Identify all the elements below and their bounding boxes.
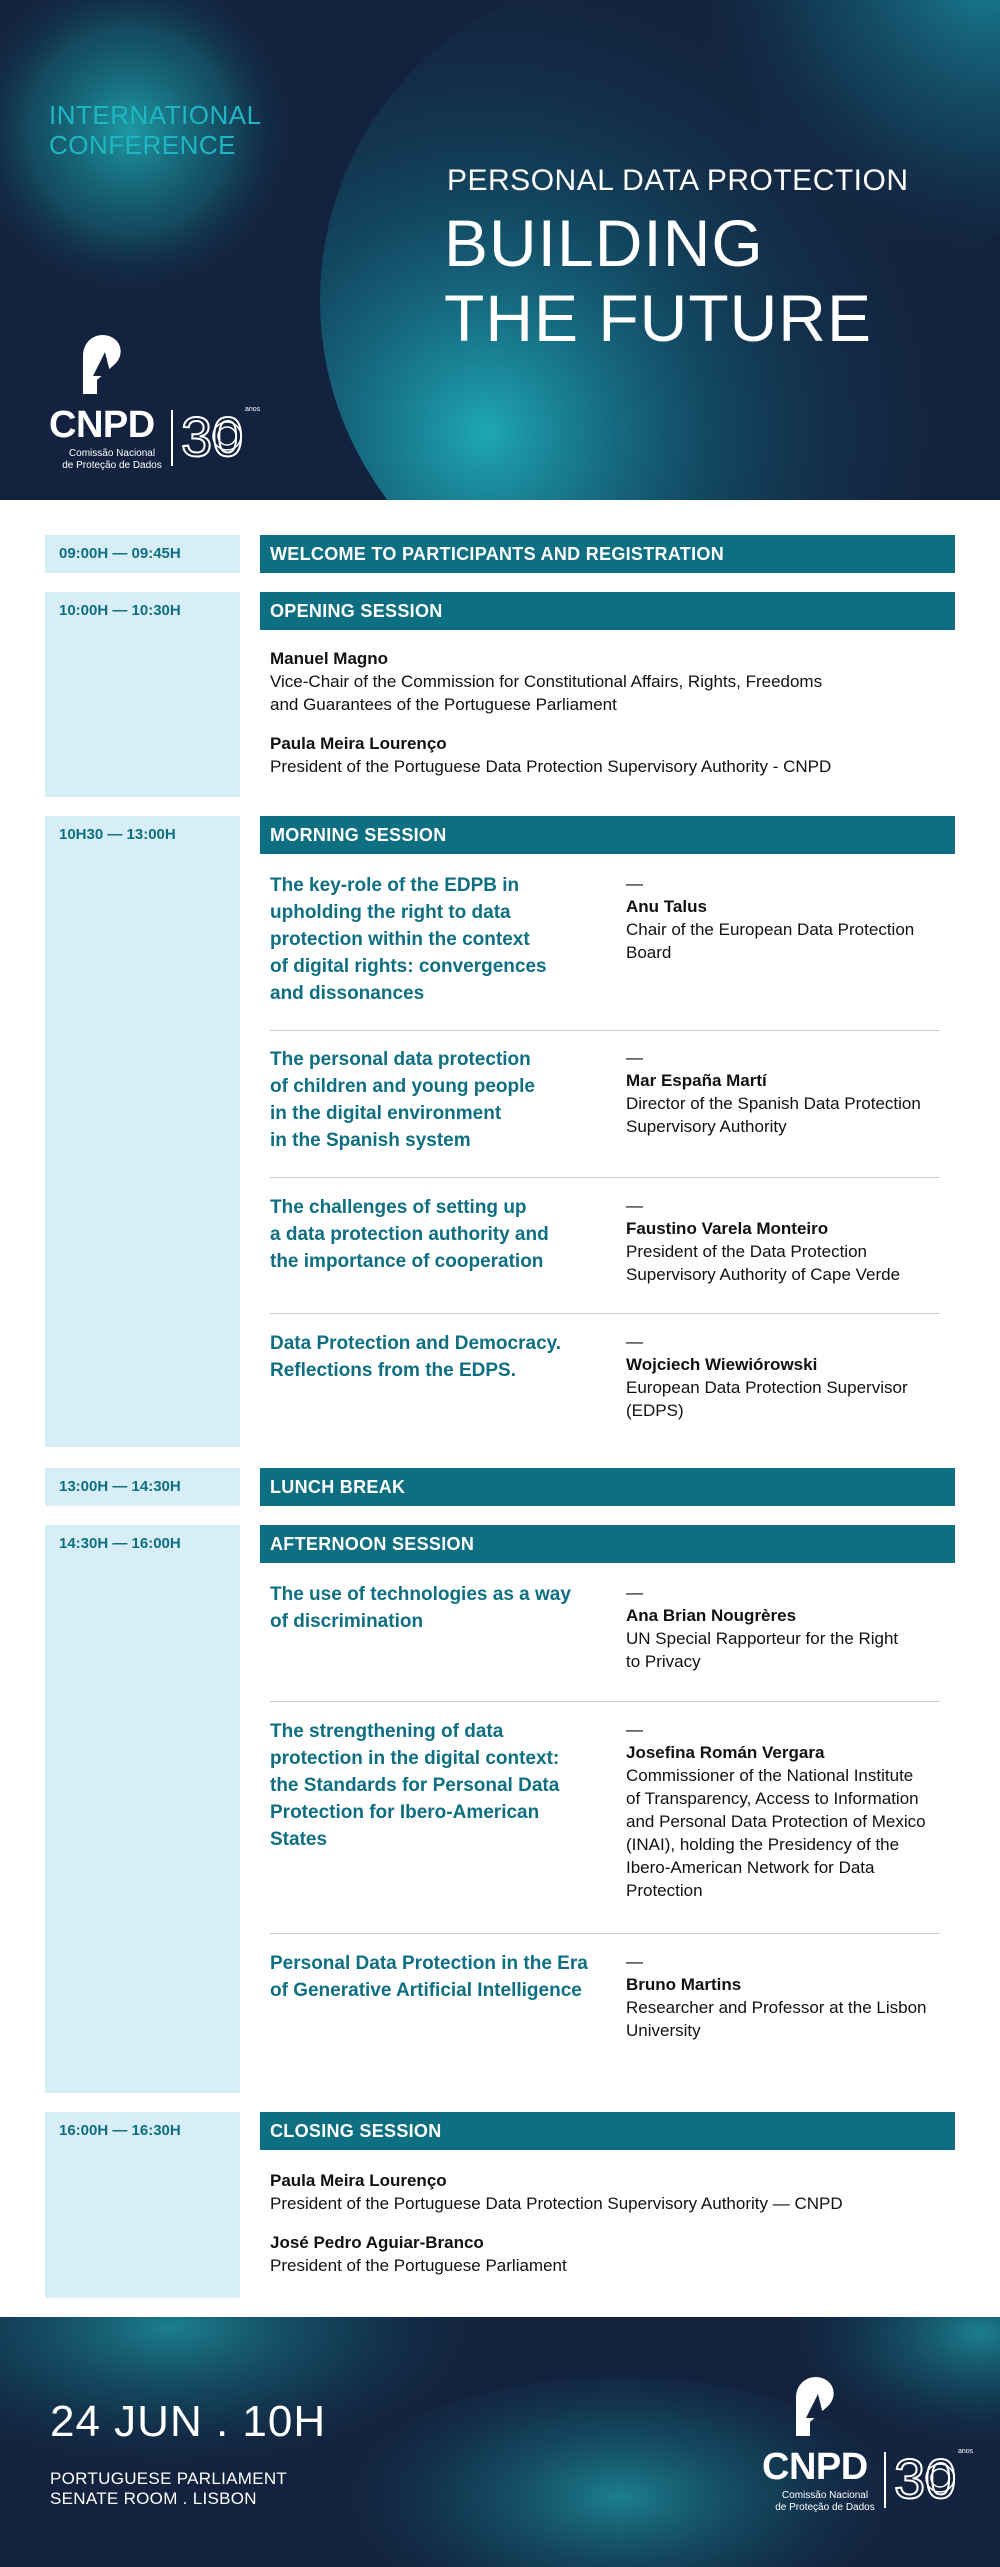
talk-title [270,1581,571,1635]
session-title: CLOSING SESSION [270,2121,442,2141]
session-title: LUNCH BREAK [270,1477,406,1497]
talk-title [270,1046,535,1154]
speaker-name: Ana Brian Nougrères [626,1606,797,1625]
talk-title-line: and dissonances [270,983,425,1004]
talk-speaker [626,1194,900,1286]
speaker-dash: — [626,1720,643,1739]
talk-title [270,1194,549,1275]
talk-divider [270,1933,940,1934]
speaker-name: Anu Talus [626,897,707,916]
speaker-role-line: and Guarantees of the Portuguese Parliament [270,695,617,714]
session-title: AFTERNOON SESSION [270,1534,475,1554]
talk-title-line: Personal Data Protection in the Era [270,1953,588,1974]
talk-title-line: of discrimination [270,1611,424,1632]
speaker-role-line: Supervisory Authority [626,1117,787,1136]
hero-banner [0,0,1000,500]
session-title: WELCOME TO PARTICIPANTS AND REGISTRATION [270,544,724,564]
time-label: 13:00H — 14:30H [59,1478,181,1495]
session-header [260,2112,955,2150]
speaker-role-line: Ibero-American Network for Data [626,1858,875,1877]
anniversary-number: 30 [894,2447,957,2508]
time-label: 09:00H — 09:45H [59,545,181,562]
talk-title-line: States [270,1829,328,1850]
session-header [260,1525,955,1563]
talk-title-line: protection in the digital context: [270,1748,560,1769]
speaker-role-line: Director of the Spanish Data Protection [626,1094,921,1113]
talk-title [270,1718,559,1853]
anniversary-badge [894,2444,958,2508]
session-header [260,816,955,854]
logo-org-line: de Proteção de Dados [62,460,162,471]
speaker-role-line: of Transparency, Access to Information [626,1789,919,1808]
talk-divider [270,1177,940,1178]
anniversary-suffix: anos [958,2448,974,2455]
talk-title-line: The challenges of setting up [270,1197,527,1218]
speaker-role-line: President of the Portuguese Parliament [270,2256,567,2275]
speaker-dash: — [626,1048,643,1067]
venue-line: PORTUGUESE PARLIAMENT [50,2469,288,2488]
speaker-role-line: to Privacy [626,1652,701,1671]
hero-title-line: BUILDING [444,206,764,280]
time-cell [45,816,240,1447]
speaker-name: Paula Meira Lourenço [270,2171,447,2190]
talk-title-line: Data Protection and Democracy. [270,1333,562,1354]
speaker-role-line: Vice-Chair of the Commission for Constitutional Affairs, Rights, Freedoms [270,672,823,691]
kicker-line: INTERNATIONAL [49,100,262,130]
speaker-dash: — [626,1583,643,1602]
talk-title [270,872,547,1007]
session-title: MORNING SESSION [270,825,447,845]
logo-org-name [57,448,167,472]
talk-title-line: in the digital environment [270,1103,502,1124]
speaker-dash: — [626,1332,643,1351]
talk-title-line: in the Spanish system [270,1130,471,1151]
speaker-name: Manuel Magno [270,649,389,668]
cnpd-mark-icon [784,2372,844,2438]
talk-title-line: Protection for Ibero-American [270,1802,540,1823]
time-cell [45,1468,240,1506]
logo-org-line: de Proteção de Dados [775,2502,875,2513]
logo-org-line: Comissão Nacional [68,448,156,459]
anniversary-badge [181,402,245,466]
speaker-dash: — [626,1952,643,1971]
logo-org-name [770,2490,880,2514]
event-venue [50,2469,287,2509]
footer-banner [0,2317,1000,2567]
speaker-name: Josefina Román Vergara [626,1743,825,1762]
session-header [260,592,955,630]
talk-title-line: The strengthening of data [270,1721,504,1742]
speaker-role-line: University [626,2021,701,2040]
speaker-name: José Pedro Aguiar-Branco [270,2233,484,2252]
talk-speaker [626,1046,921,1138]
anniversary-number: 30 [181,405,244,466]
speaker-role-line: President of the Portuguese Data Protection Supervisory Authority — CNPD [270,2194,843,2213]
talk-title-line: of digital rights: convergences [270,956,547,977]
talk-speaker [626,1581,898,1673]
talk-title-line: the Standards for Personal Data [270,1775,560,1796]
time-label: 10:00H — 10:30H [59,602,181,619]
speaker-role-line: (EDPS) [626,1401,684,1420]
talk-divider [270,1701,940,1702]
speaker-block [270,2231,567,2277]
talk-title [270,1330,561,1384]
session-header [260,1468,955,1506]
talk-speaker [626,1330,908,1422]
hero-title-line: THE FUTURE [444,281,872,355]
speaker-dash: — [626,1196,643,1215]
speaker-role-line: Supervisory Authority of Cape Verde [626,1265,901,1284]
speaker-role-line: Commissioner of the National Institute [626,1766,914,1785]
time-label: 14:30H — 16:00H [59,1535,181,1552]
conference-kicker [49,100,262,160]
talk-speaker [626,1950,927,2042]
time-cell [45,2112,240,2298]
event-date: 24 JUN . 10H [50,2397,327,2446]
speaker-role-line: Protection [626,1881,703,1900]
talk-title-line: protection within the context [270,929,530,950]
speaker-role-line: Chair of the European Data Protection [626,920,915,939]
talk-title-line: of children and young people [270,1076,535,1097]
talk-title-line: the importance of cooperation [270,1251,544,1272]
time-label: 10H30 — 13:00H [59,826,176,843]
talk-divider [270,1030,940,1031]
speaker-role-line: Board [626,943,672,962]
speaker-role-line: (INAI), holding the Presidency of the [626,1835,900,1854]
session-header [260,535,955,573]
speaker-role-line: and Personal Data Protection of Mexico [626,1812,926,1831]
logo-org-line: Comissão Nacional [781,2490,869,2501]
talk-title-line: The key-role of the EDPB in [270,875,520,896]
cnpd-mark-icon [71,330,131,396]
hero-subtitle: PERSONAL DATA PROTECTION [447,164,909,197]
logo-wordmark: CNPD [49,404,155,446]
anniversary-suffix: anos [245,406,261,413]
logo-divider [171,410,173,466]
logo-wordmark: CNPD [762,2446,868,2488]
venue-line: SENATE ROOM . LISBON [50,2489,257,2508]
speaker-role-line: Researcher and Professor at the Lisbon [626,1998,927,2017]
speaker-block [270,732,831,778]
speaker-role-line: President of the Portuguese Data Protection Supervisory Authority - CNPD [270,757,832,776]
talk-title-line: of Generative Artificial Intelligence [270,1980,582,2001]
time-cell [45,1525,240,2093]
session-title: OPENING SESSION [270,601,443,621]
speaker-name: Mar España Martí [626,1071,767,1090]
kicker-line: CONFERENCE [49,130,237,160]
speaker-block [270,647,822,716]
talk-title-line: a data protection authority and [270,1224,549,1245]
talk-title-line: The personal data protection [270,1049,531,1070]
talk-divider [270,1313,940,1314]
speaker-role-line: President of the Data Protection [626,1242,867,1261]
talk-title-line: upholding the right to data [270,902,511,923]
speaker-name: Paula Meira Lourenço [270,734,447,753]
speaker-dash: — [626,874,643,893]
speaker-role-line: European Data Protection Supervisor [626,1378,908,1397]
speaker-role-line: UN Special Rapporteur for the Right [626,1629,899,1648]
speaker-name: Faustino Varela Monteiro [626,1219,829,1238]
speaker-name: Bruno Martins [626,1975,742,1994]
speaker-name: Wojciech Wiewiórowski [626,1355,818,1374]
talk-title-line: Reflections from the EDPS. [270,1360,516,1381]
talk-speaker [626,1718,926,1902]
time-cell [45,535,240,573]
talk-title-line: The use of technologies as a way [270,1584,571,1605]
time-cell [45,592,240,797]
talk-title [270,1950,588,2004]
time-label: 16:00H — 16:30H [59,2122,181,2139]
speaker-block [270,2169,843,2215]
hero-title [444,206,872,356]
logo-divider [884,2452,886,2508]
talk-speaker [626,872,914,964]
